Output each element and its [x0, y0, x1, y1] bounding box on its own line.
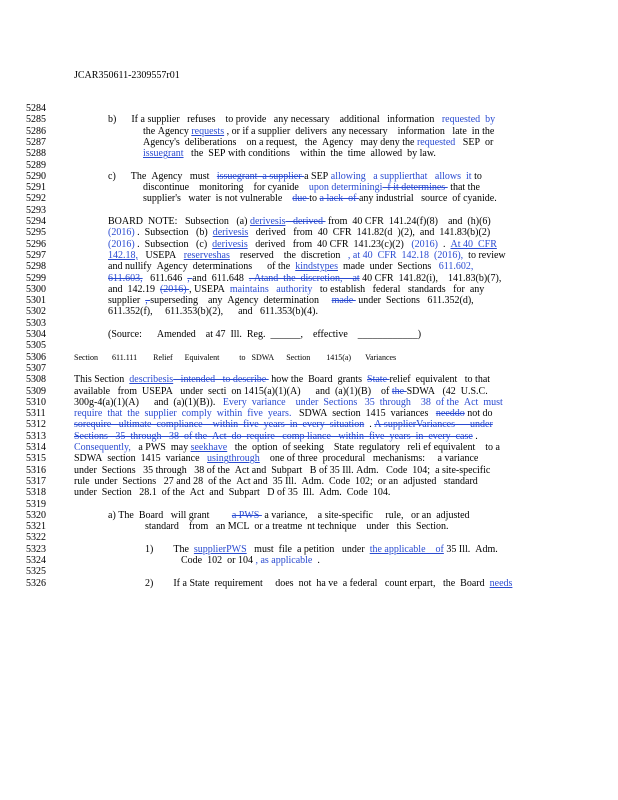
text-segment: SDWA section 1415 variances [291, 408, 436, 420]
text-line [145, 522, 449, 532]
text-segment: This Section [74, 374, 130, 386]
text-line [108, 307, 318, 317]
text-segment: derivesis [212, 227, 249, 239]
line-number: 5302 [26, 306, 46, 318]
line-number: 5304 [26, 329, 46, 340]
line-number: 5296 [26, 238, 46, 250]
text-line [108, 228, 490, 238]
line-number: 5326 [26, 577, 46, 589]
text-segment: that the [447, 182, 480, 194]
text-segment: (2016) [159, 283, 190, 295]
text-segment: reserveshas [183, 249, 230, 261]
text-segment: 35 Ill. Adm. [443, 543, 498, 555]
text-segment: one of three procedural mechanisms: a variance [259, 453, 479, 465]
text-line [74, 454, 478, 464]
text-line [74, 432, 478, 442]
text-segment: relief equivalent to that [389, 374, 491, 386]
text-segment: available from USEPA under secti on 1415(a)(1)(A) and (a)(1)(B) of [74, 385, 392, 397]
text-segment: . Subsection (b) [134, 227, 213, 239]
line-number: 5312 [26, 419, 46, 431]
text-segment: allowing a supplierthat allows it [330, 170, 472, 182]
line-number: 5306 [26, 351, 46, 363]
text-line [108, 262, 473, 272]
text-line [143, 194, 497, 204]
text-line [74, 443, 500, 453]
text-segment: , or if a supplier delivers any necessary information late in the [224, 125, 495, 137]
text-segment: derivesis [249, 216, 286, 227]
text-segment: , [187, 272, 193, 284]
text-segment: c) [108, 170, 116, 182]
text-segment: upon determiningi [308, 182, 383, 194]
text-segment: requested by [441, 114, 496, 126]
text-segment: 611.603, [108, 272, 143, 284]
text-segment: 40 CFR 141.82(i), 141.83(b)(7), [359, 272, 502, 284]
text-segment: State [367, 374, 390, 386]
text-segment: issuegrant a supplier [216, 170, 305, 182]
text-segment: the option of seeking State regulatory reli ef equivalent to a [227, 442, 500, 453]
line-number: 5313 [26, 430, 46, 442]
line-number: 5300 [26, 283, 46, 295]
text-segment: requested [416, 136, 456, 148]
text-segment: Every variance under Sections 35 through 38 of the Act must [222, 396, 503, 408]
text-segment: due [292, 193, 310, 205]
line-number: 5293 [26, 204, 46, 216]
line-number: 5297 [26, 249, 46, 261]
text-segment: , [145, 295, 151, 307]
text-line [108, 251, 506, 261]
line-number: 5285 [26, 114, 46, 126]
text-line [108, 217, 491, 227]
text-segment: the [391, 385, 407, 397]
text-line [74, 353, 396, 363]
line-number: 5309 [26, 385, 46, 397]
text-segment: discontinue monitoring for cyanide [143, 182, 309, 194]
text-segment: must file a petition under [246, 543, 370, 555]
line-number: 5308 [26, 374, 46, 386]
text-segment: BOARD NOTE: Subsection (a) [108, 216, 250, 227]
line-number: 5287 [26, 136, 46, 148]
text-segment: standard from an MCL or a treatme nt technique under this Section. [145, 521, 449, 533]
text-segment: a) The Board will grant [108, 509, 232, 521]
text-segment: (2016) [108, 238, 135, 250]
text-segment: If a supplier refuses to provide any necessary additional information [116, 114, 442, 126]
text-segment: the Agency [143, 125, 192, 137]
text-segment: made [331, 295, 356, 307]
text-segment: usingthrough [207, 453, 260, 465]
text-segment: derived from 40 CFR 141.82(d )(2), and 141.83(b)(2) [248, 227, 491, 239]
text-segment: to establish federal standards for any [312, 283, 485, 295]
line-number: 5301 [26, 295, 46, 307]
text-segment: (Source: Amended at 47 Ill. Reg. ______, effective ____________) [108, 329, 422, 340]
text-segment: Agency's deliberations on a request, the Agency may deny the [143, 136, 417, 148]
text-segment: the SEP with conditions within the time allowed by law. [183, 148, 436, 160]
text-segment: . Subsection (c) [134, 238, 213, 250]
text-line [181, 556, 320, 566]
text-segment: kindstypes [295, 261, 338, 273]
text-segment: 2) [145, 577, 154, 589]
text-segment: derived [285, 216, 326, 227]
text-line [145, 545, 498, 555]
text-segment: , as applicable [255, 555, 313, 566]
text-line [74, 387, 488, 397]
line-number: 5289 [26, 159, 46, 171]
text-segment: reserved the discretion [229, 249, 348, 261]
text-line [145, 579, 512, 589]
text-segment: derivesis [212, 238, 248, 250]
text-segment: under Section 28.1 of the Act and Subpart D of 35 Ill. Adm. Code 104. [74, 487, 391, 499]
text-segment: SEP or [455, 136, 494, 148]
text-line [74, 420, 493, 430]
text-segment: a SEP [304, 170, 331, 182]
line-number: 5307 [26, 362, 46, 374]
text-segment: , at 40 CFR 142.18 (2016), [347, 249, 464, 261]
text-segment: At 40 CFR [450, 238, 497, 250]
text-segment: Consequently, [74, 442, 131, 453]
text-segment: to [309, 193, 320, 205]
text-segment: A supplierVariances under [374, 419, 493, 431]
text-segment: seekhave [190, 442, 228, 453]
text-segment: and 142.19 [108, 283, 160, 295]
line-number: 5319 [26, 498, 46, 510]
text-segment: to review [463, 249, 506, 261]
text-segment: 611.352(f), 611.353(b)(2), and 611.353(b)(4). [108, 306, 318, 318]
text-segment: under Sections 35 through 38 of the Act and Subpart B of 35 Ill. Adm. Code 104; a site-specific [74, 464, 491, 476]
text-line [108, 285, 484, 295]
text-segment: SDWA (42 U.S.C. [406, 385, 488, 397]
text-line [143, 127, 494, 137]
text-segment: to [471, 170, 482, 182]
text-segment: supplier [108, 295, 146, 307]
text-segment: . [312, 555, 320, 566]
text-segment: needdo [435, 408, 465, 420]
text-segment: how the Board grants [268, 374, 368, 386]
text-segment: , USEPA [189, 283, 230, 295]
line-number: 5303 [26, 317, 46, 329]
line-number: 5314 [26, 442, 46, 453]
text-segment: made under Sections [337, 261, 439, 273]
text-segment: Section 611.111 Relief Equivalent to SDWA Section 1415(a) Variances [74, 352, 397, 362]
text-segment: a lack of [319, 193, 359, 205]
line-number: 5292 [26, 193, 46, 205]
line-number: 5299 [26, 272, 46, 284]
document-header: JCAR350611-2309557r01 [74, 70, 180, 81]
text-segment: Code 102 or 104 [181, 555, 256, 566]
line-number: 5321 [26, 521, 46, 533]
text-segment: The Agency must [115, 170, 217, 182]
text-segment: supplier's water is not vulnerable [143, 193, 293, 205]
line-number: 5316 [26, 464, 46, 476]
text-segment: requests [191, 125, 225, 137]
text-segment: the applicable of [369, 543, 444, 555]
text-line [74, 375, 490, 385]
text-segment: a PWS may [130, 442, 191, 453]
text-line [108, 115, 495, 125]
text-segment: 142.18, [108, 249, 138, 261]
text-segment: f it determines [382, 182, 448, 194]
line-number: 5298 [26, 261, 46, 273]
text-line [74, 409, 493, 419]
text-segment: a PWS [231, 509, 262, 521]
text-segment: 611.602, [438, 261, 474, 273]
text-segment: issuegrant [143, 148, 184, 160]
text-segment: rule under Sections 27 and 28 of the Act and 35 Ill. Adm. Code 102; or an adjusted standard [74, 475, 478, 487]
text-segment: 300g-4(a)(1)(A) and (a)(1)(B)). [74, 396, 223, 408]
text-line [108, 274, 501, 284]
text-segment: supplierPWS [193, 543, 247, 555]
line-number: 5290 [26, 170, 46, 182]
text-segment: not do [464, 408, 493, 420]
text-segment: Sections 35 through 38 of the Act do require comp liance within five years in every case [74, 430, 473, 442]
text-line [74, 477, 478, 487]
line-number: 5311 [26, 408, 46, 420]
text-segment: . Atand the discretion, at [248, 272, 360, 284]
text-segment: and nullify Agency determinations of the [108, 261, 296, 273]
text-segment: derived from 40 CFR 141.23(c)(2) [247, 238, 412, 250]
text-line [143, 149, 436, 159]
line-number: 5295 [26, 227, 46, 239]
line-number: 5315 [26, 453, 46, 465]
text-segment: under Sections 611.352(d), [355, 295, 474, 307]
line-number: 5320 [26, 509, 46, 521]
text-segment: require that the supplier comply within five years. [74, 408, 292, 420]
line-number: 5310 [26, 396, 46, 408]
text-segment: and 611.648 [192, 272, 249, 284]
text-segment: (2016) [108, 227, 135, 239]
line-number: 5325 [26, 566, 46, 578]
line-number: 5284 [26, 103, 46, 114]
text-segment: sorequire ultimate compliance within five years in every situation [74, 419, 365, 431]
text-segment: 611.646 [142, 272, 188, 284]
text-segment: . [472, 430, 478, 442]
line-number: 5288 [26, 148, 46, 160]
text-segment: . [437, 238, 451, 250]
line-number: 5318 [26, 487, 46, 499]
text-segment: superseding any Agency determination [150, 295, 332, 307]
text-line [143, 183, 480, 193]
line-number: 5286 [26, 125, 46, 137]
line-number: 5317 [26, 475, 46, 487]
text-line [74, 398, 503, 408]
text-segment: (2016) [411, 238, 438, 250]
text-segment: SDWA section 1415 variance [74, 453, 208, 465]
text-segment: . [364, 419, 375, 431]
text-segment: from 40 CFR 141.24(f)(8) and (h)(6) [325, 216, 491, 227]
text-line [143, 138, 493, 148]
text-segment: intended to describe [173, 374, 269, 386]
line-number: 5305 [26, 340, 46, 352]
text-segment: maintains authority [229, 283, 313, 295]
text-segment: describesis [129, 374, 174, 386]
text-segment: USEPA [138, 249, 184, 261]
line-number: 5291 [26, 182, 46, 194]
text-line [108, 296, 474, 306]
text-line [74, 488, 390, 498]
text-line [108, 172, 482, 182]
text-segment: b) [108, 114, 117, 126]
text-line [108, 511, 470, 521]
text-line [74, 466, 490, 476]
text-segment: If a State requirement does not ha ve a federal count erpart, the Board [153, 577, 490, 589]
line-number: 5294 [26, 216, 46, 227]
line-number: 5324 [26, 555, 46, 566]
text-segment: 1) [145, 543, 154, 555]
text-line [108, 330, 421, 340]
text-segment: any industrial source of cyanide. [358, 193, 497, 205]
text-line [108, 240, 497, 250]
line-number: 5323 [26, 543, 46, 555]
line-number: 5322 [26, 532, 46, 544]
text-segment: The [153, 543, 194, 555]
text-segment: needs [489, 577, 513, 589]
text-segment: a variance, a site-specific rule, or an adjusted [261, 509, 470, 521]
